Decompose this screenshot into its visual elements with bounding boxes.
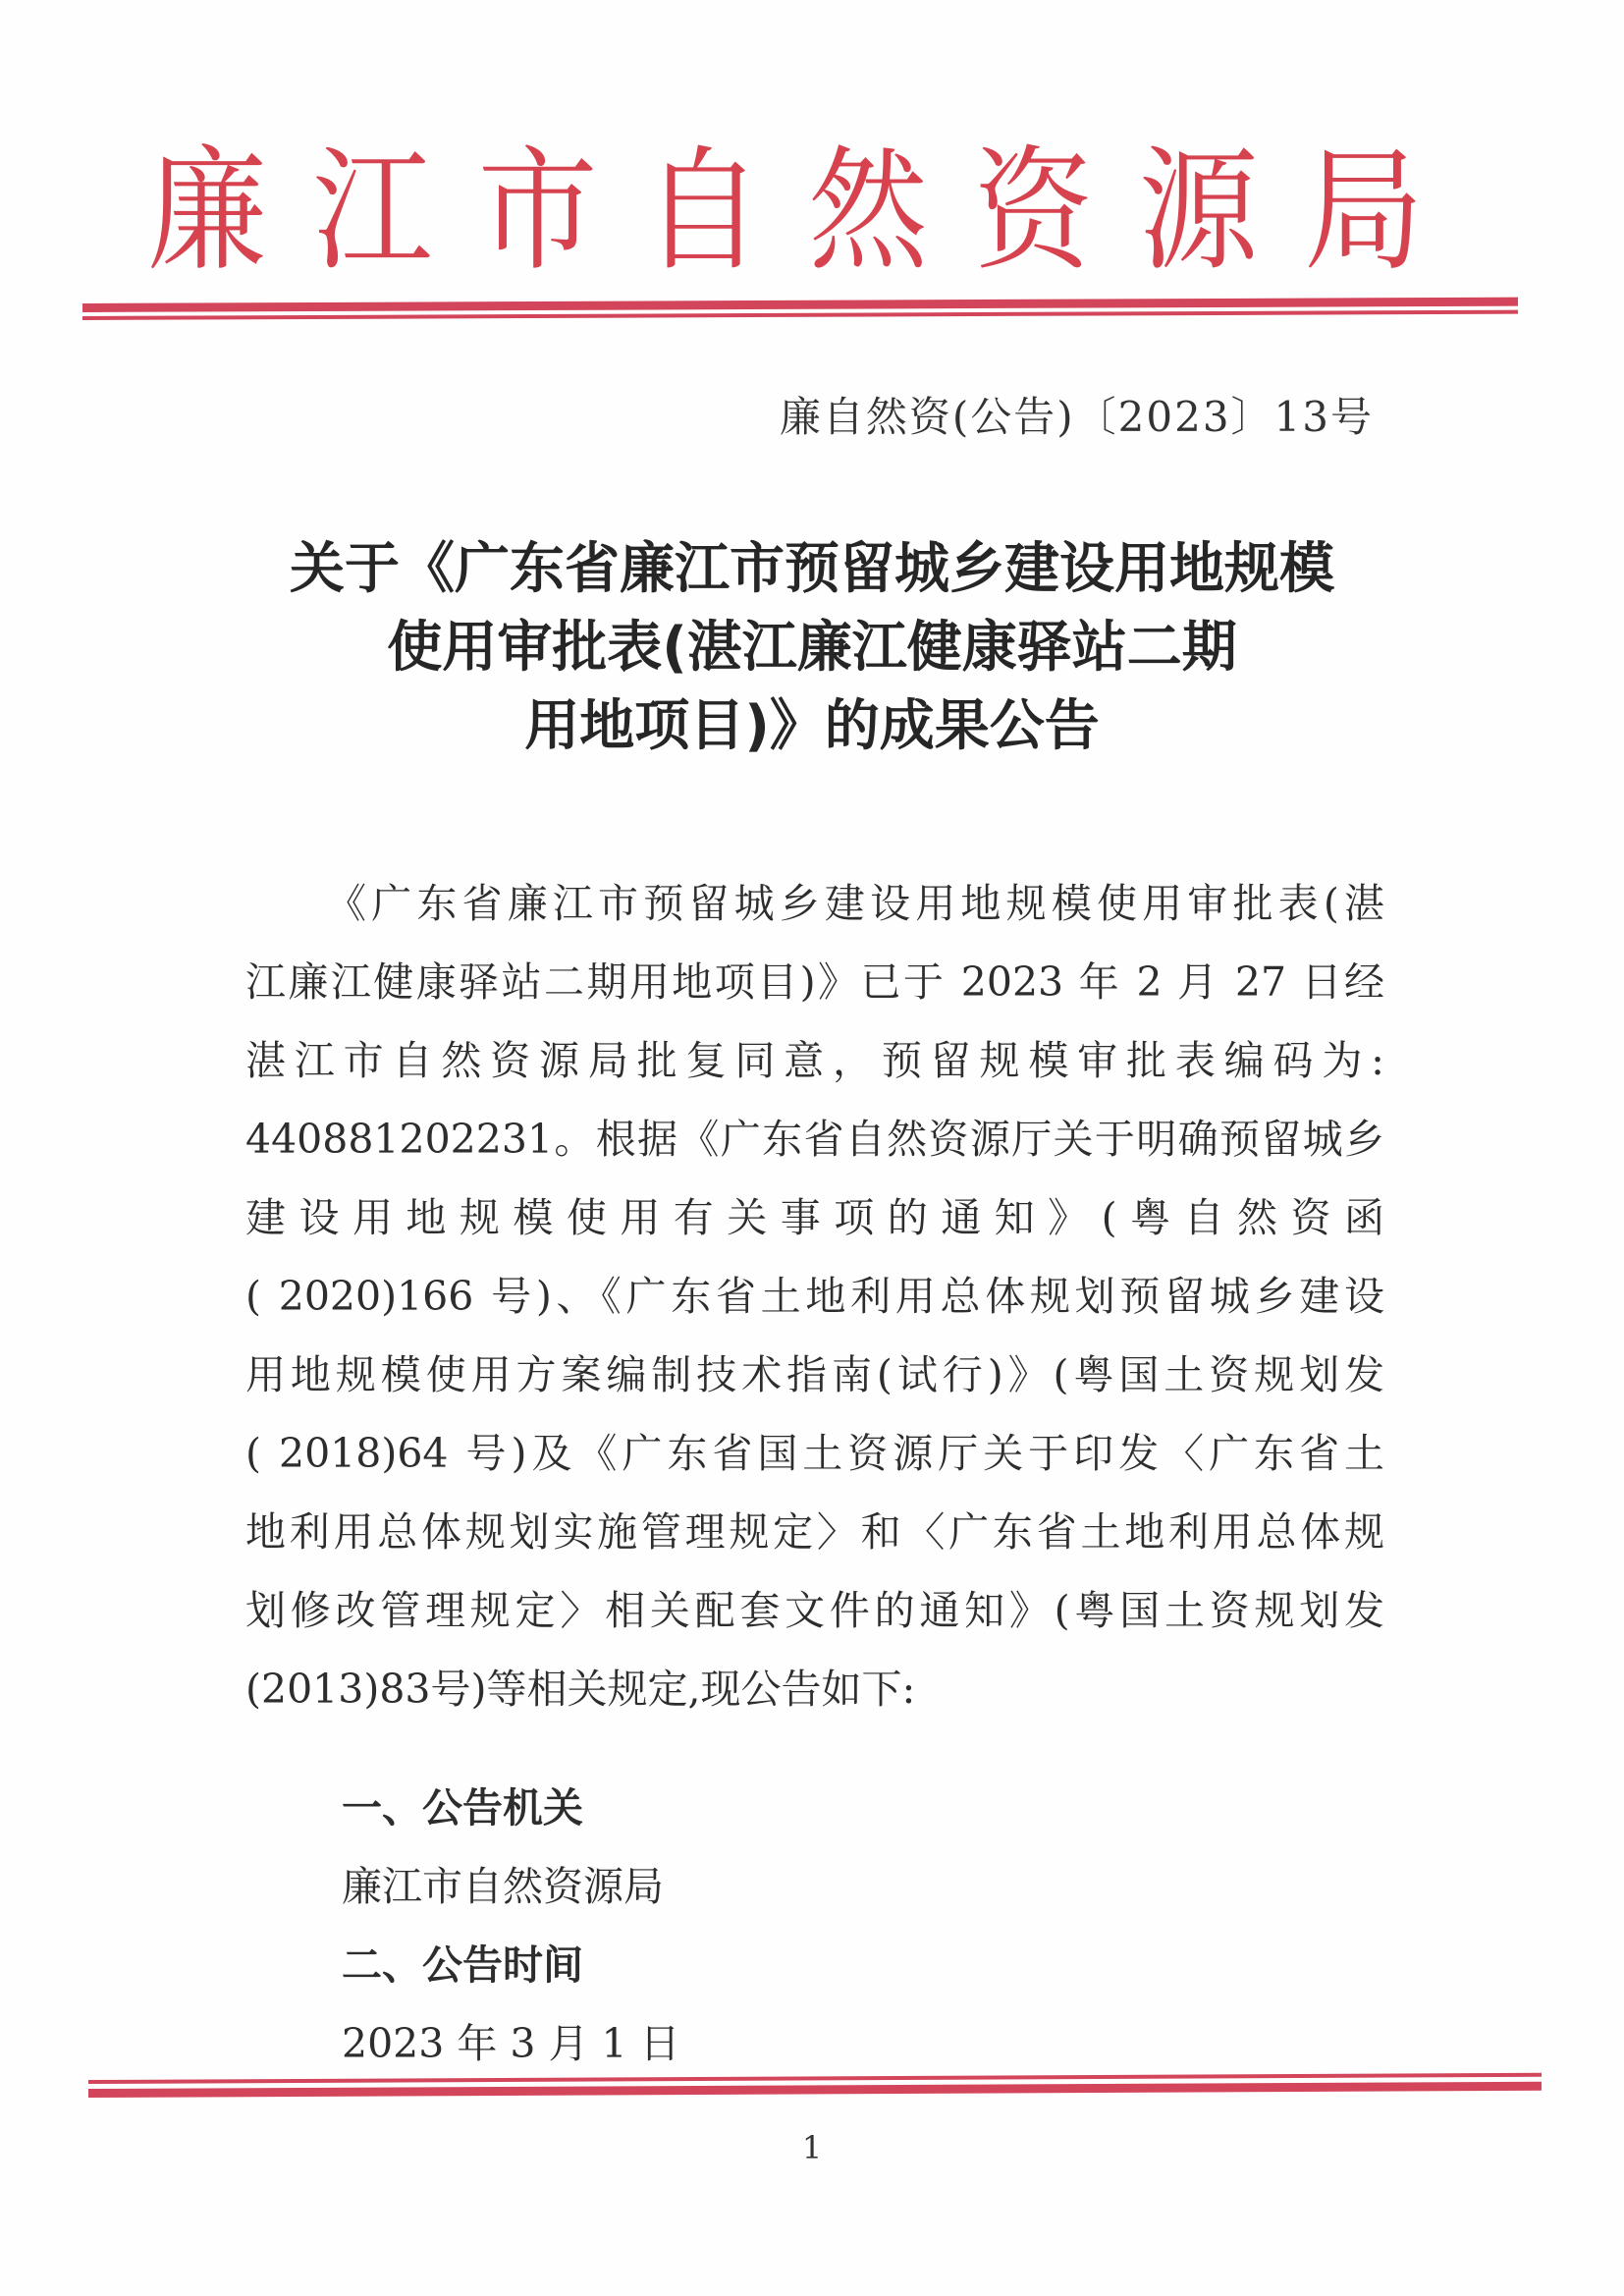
masthead-char: 局: [1303, 133, 1424, 290]
body-line: 440881202231。根据《广东省自然资源厅关于明确预留城乡: [245, 1116, 1384, 1163]
title-line: 关于《广东省廉江市预留城乡建设用地规模: [290, 537, 1334, 601]
title-line: 使用审批表(湛江廉江健康驿站二期: [387, 616, 1237, 680]
agency-masthead: [147, 133, 1424, 290]
body-line: ( 2020)166 号)、《广东省土地利用总体规划预留城乡建设: [245, 1273, 1384, 1320]
body-line: 划修改管理规定〉相关配套文件的通知》(粤国土资规划发: [245, 1587, 1384, 1634]
header-divider-thin: [82, 310, 1518, 320]
document-number: 廉自然资(公告)〔2023〕13号: [779, 393, 1374, 441]
document-title: [196, 530, 1428, 766]
body-line: 江廉江健康驿站二期用地项目)》已于 2023 年 2 月 27 日经: [245, 958, 1384, 1006]
body-line: 地利用总体规划实施管理规定〉和〈广东省土地利用总体规: [245, 1508, 1384, 1556]
masthead-char: 资: [973, 133, 1094, 290]
masthead-char: 然: [808, 133, 929, 290]
masthead-char: 源: [1138, 133, 1259, 290]
body-line: ( 2018)64 号)及《广东省国土资源厅关于印发〈广东省土: [245, 1430, 1384, 1477]
section-heading-issuing-authority: 一、公告机关: [342, 1784, 583, 1831]
body-line: 建设用地规模使用有关事项的通知》(粤自然资函: [245, 1194, 1384, 1241]
footer-divider-thick: [88, 2082, 1542, 2098]
section-content-announcement-date: 2023 年 3 月 1 日: [342, 2020, 680, 2067]
body-text: [245, 864, 1384, 1728]
masthead-char: 市: [477, 133, 598, 290]
section-heading-announcement-date: 二、公告时间: [342, 1941, 583, 1989]
title-line: 用地项目)》的成果公告: [524, 694, 1100, 758]
body-line: 《广东省廉江市预留城乡建设用地规模使用审批表(湛: [326, 880, 1384, 927]
page-number: 1: [801, 2129, 823, 2166]
body-line: 用地规模使用方案编制技术指南(试行)》(粤国土资规划发: [245, 1351, 1384, 1398]
section-content-issuing-authority: 廉江市自然资源局: [342, 1863, 664, 1910]
body-line: (2013)83号)等相关规定,现公告如下:: [245, 1666, 916, 1713]
masthead-char: 廉: [147, 133, 267, 290]
masthead-char: 江: [312, 133, 433, 290]
masthead-char: 自: [642, 133, 763, 290]
body-line: 湛江市自然资源局批复同意，预留规模审批表编码为:: [245, 1037, 1384, 1084]
